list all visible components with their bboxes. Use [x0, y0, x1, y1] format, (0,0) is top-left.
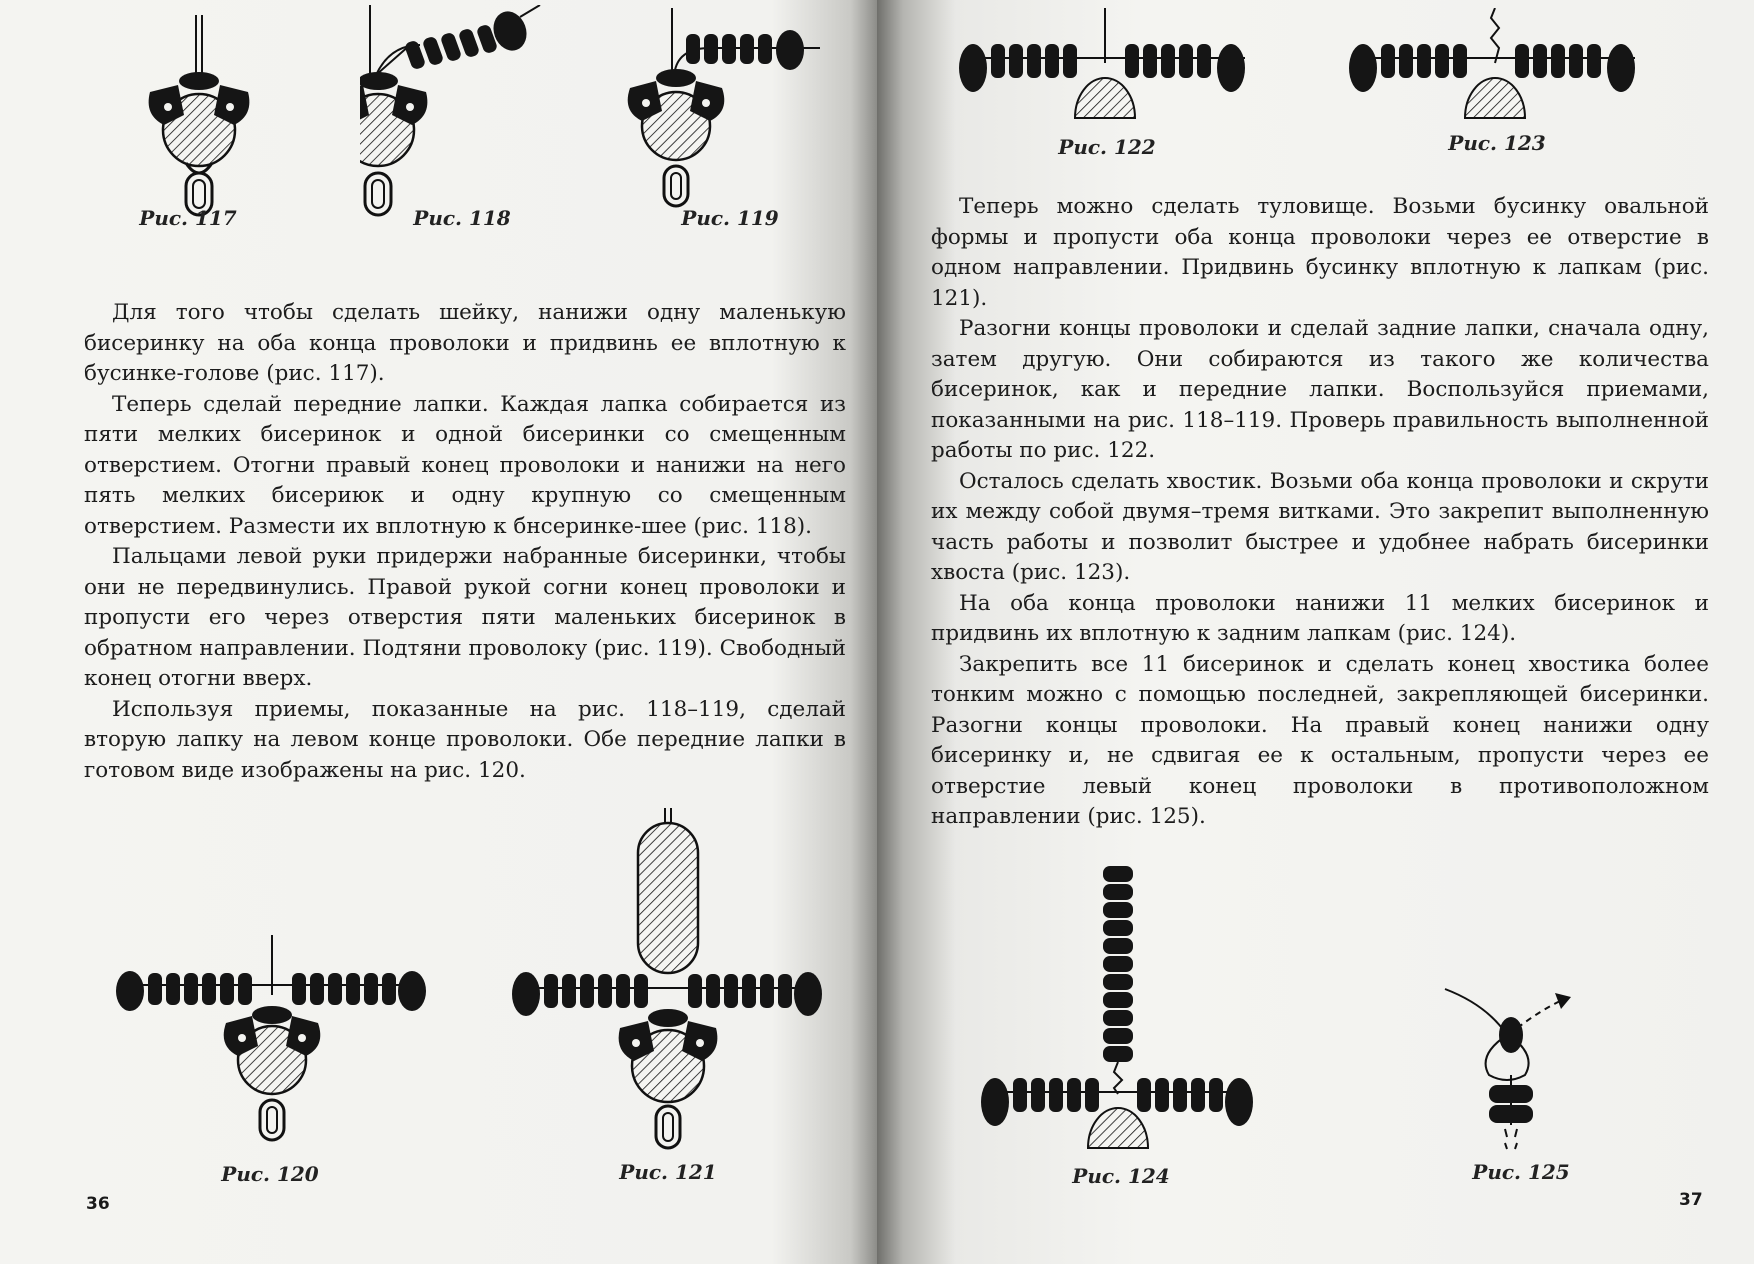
figure-caption-122: Рис. 122: [1058, 135, 1156, 159]
paragraph: Осталось сделать хвостик. Возьми оба конца проволоки и скрути их между собой двумя–тремя витками. Это закрепит выполненную часть работы и позволит быстрее и удобнее набрать бисеринки хвоста (рис. 123).: [931, 468, 1709, 585]
figure-119-illustration: [620, 8, 830, 223]
figure-117-illustration: [140, 15, 260, 230]
paragraph: Теперь можно сделать туловище. Возьми бусинку овальной формы и пропусти оба конца проволоки через ее отверстие в одном направлении. Придвинь бусинку вплотную к лапкам (рис. 121).: [931, 194, 1709, 311]
left-page-text: [84, 298, 846, 786]
figure-124-illustration: [977, 862, 1257, 1152]
paragraph: Разогни концы проволоки и сделай задние лапки, сначала одну, затем другую. Они собираются из такого же количества бисеринок, как и передние лапки. Воспользуйся приемами, показанными на рис. 118–119. Проверь правильность выполненной работы по рис. 122.: [931, 316, 1709, 463]
figure-caption-118: Рис. 118: [413, 206, 511, 230]
page-number: 37: [1679, 1190, 1703, 1210]
figure-caption-117: Рис. 117: [139, 206, 237, 230]
figure-118-illustration: [360, 5, 560, 230]
figure-caption-120: Рис. 120: [221, 1162, 319, 1186]
figure-caption-123: Рис. 123: [1448, 131, 1546, 155]
figure-123-illustration: [1345, 8, 1645, 123]
figure-122-illustration: [955, 8, 1255, 123]
figure-caption-119: Рис. 119: [681, 206, 779, 230]
page-number: 36: [86, 1194, 110, 1214]
paragraph: На оба конца проволоки нанижи 11 мелких бисеринок и придвинь их вплотную к задним лапкам (рис. 124).: [931, 590, 1709, 646]
paragraph: Для того чтобы сделать шейку, нанижи одну маленькую бисеринку на оба конца проволоки и придвинь ее вплотную к бусинке-голове (рис. 117).: [84, 300, 846, 386]
figure-121-illustration: [508, 808, 828, 1158]
paragraph: Теперь сделай передние лапки. Каждая лапка собирается из пяти мелких бисеринок и одной бисеринки со смещенным отверстием. Отогни правый конец проволоки и нанижи на него пять мелких бисериюк и одну крупную со смещенным отверстием. Размести их вплотную к бнсеринке-шее (рис. 118).: [84, 391, 846, 539]
figure-120-illustration: [112, 935, 432, 1150]
figure-125-illustration: [1437, 975, 1587, 1150]
paragraph: Закрепить все 11 бисеринок и сделать конец хвостика более тонким можно с помощью последней, закрепляющей бисеринки. Разогни концы проволоки. На правый конец нанижи одну бисеринку и, не сдвигая ее к остальным, пропусти через ее отверстие левый конец проволоки в противоположном направлении (рис. 125).: [931, 651, 1709, 829]
paragraph: Используя приемы, показанные на рис. 118–119, сделай вторую лапку на левом конце проволоки. Обе передние лапки в готовом виде изображены на рис. 120.: [84, 696, 846, 783]
figure-caption-124: Рис. 124: [1072, 1164, 1170, 1188]
right-page-text: [931, 192, 1709, 833]
figure-caption-121: Рис. 121: [619, 1160, 717, 1184]
paragraph: Пальцами левой руки придержи набранные бисеринки, чтобы они не передвинулись. Правой рукой согни конец проволоки и пропусти его через отверстия пяти маленьких бисеринок в обратном направлении. Подтяни проволоку (рис. 119). Свободный конец отогни вверх.: [84, 544, 846, 691]
right-page: [877, 0, 1754, 1264]
figure-caption-125: Рис. 125: [1472, 1160, 1570, 1184]
